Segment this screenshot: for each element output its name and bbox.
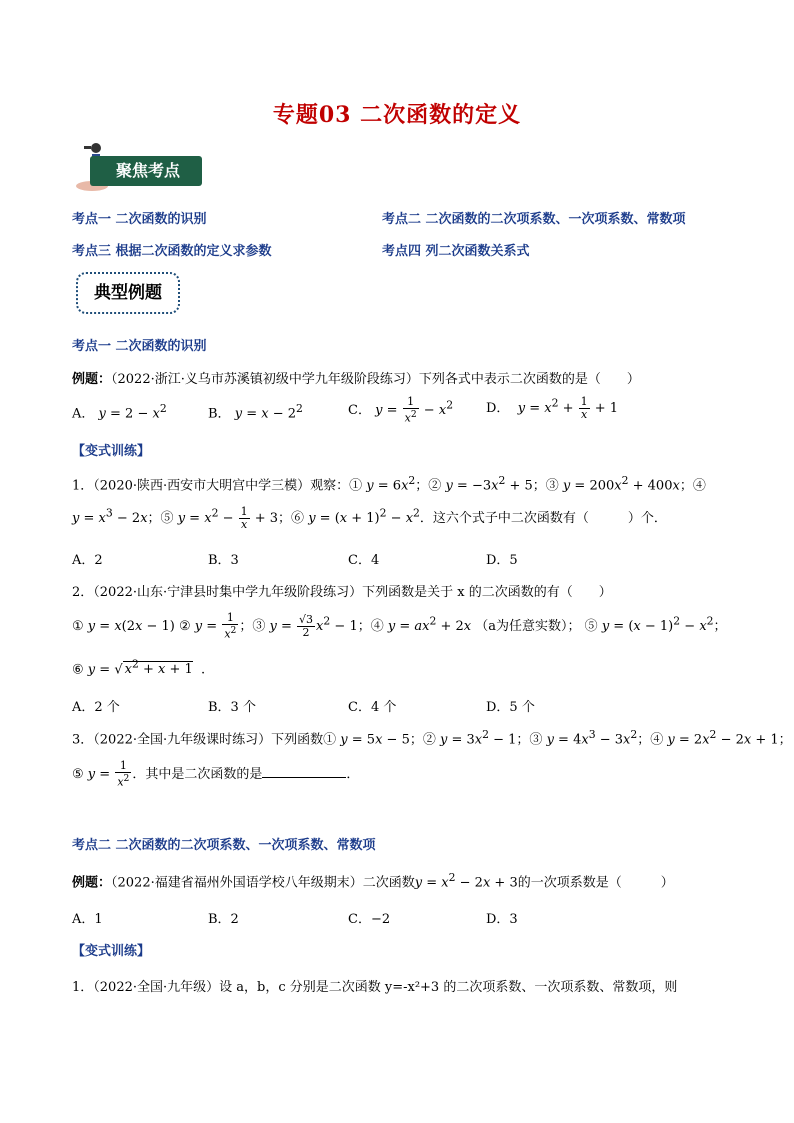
kaodian-1: 考点一 二次函数的识别 xyxy=(72,212,207,227)
kaodian-3: 考点三 根据二次函数的定义求参数 xyxy=(72,244,272,259)
section2-example: 例题：（2022·福建省福州外国语学校八年级期末）二次函数$y = x^2 - 2x + 3$的一次项系数是（ ） xyxy=(72,871,674,891)
section1-heading: 考点一 二次函数的识别 xyxy=(72,339,207,354)
kaodian-4: 考点四 列二次函数关系式 xyxy=(382,244,530,259)
s2-option-b: B．2 xyxy=(208,912,239,927)
focus-banner xyxy=(68,140,208,192)
section2-heading: 考点二 二次函数的二次项系数、一次项系数、常数项 xyxy=(72,838,376,853)
s1-q1-line2: $y = x^3 - 2x$；⑤ $y = x^2$ − $\frac{1}{x}$ + 3；⑥ $y = (x + 1)^2 - x^2$．这六个式子中二次函数有（ ）个． xyxy=(72,505,667,531)
s2-q1-text: 1．（2022·全国·九年级）设 a，b，c 分别是二次函数 y=-x²+3 的二次项系数、一次项系数、常数项，则 xyxy=(72,980,678,995)
s1-q1-line1: 1．（2020·陕西·西安市大明宫中学三模）观察：① $y = 6x^2$；② $y = -3x^2 + 5$；③ $y = 200x^2 + 400x$；④ xyxy=(72,474,706,494)
s1-q2-text: 2．（2022·山东·宁津县时集中学九年级阶段练习）下列函数是关于 x 的二次函数的有（ ） xyxy=(72,585,612,600)
s1-option-c: C． y = $\frac{1}{x^2}$ − $x^2$ xyxy=(348,395,454,425)
s2-option-d: D．3 xyxy=(486,912,518,927)
s1-bianshi-label: 【变式训练】 xyxy=(72,444,151,459)
s1-q2-option-b: B．3 个 xyxy=(208,700,256,715)
s1-q3-line2: ⑤ y = $\frac{1}{x^2}$ ．其中是二次函数的是 ． xyxy=(72,759,360,789)
s2-option-c: C．−2 xyxy=(348,912,391,927)
s1-q1-option-b: B．3 xyxy=(208,553,239,568)
s1-option-b: B． $y = x - 2^2$ xyxy=(208,402,303,422)
example-text: （2022·浙江·义乌市苏溪镇初级中学九年级阶段练习）下列各式中表示二次函数的是（ ） xyxy=(111,372,640,387)
focus-banner-label: 聚焦考点 xyxy=(90,156,202,186)
example-box: 典型例题 xyxy=(76,272,180,314)
answer-blank xyxy=(262,777,346,778)
s1-q1-option-a: A．2 xyxy=(72,553,103,568)
s1-option-a: A． $y = 2 - x^2$ xyxy=(72,402,167,422)
s2-option-a: A．1 xyxy=(72,912,103,927)
example-label: 例题： xyxy=(72,372,112,387)
section1-example xyxy=(72,368,640,387)
s2-bianshi-label: 【变式训练】 xyxy=(72,944,151,959)
s1-q2-option-a: A．2 个 xyxy=(72,700,120,715)
s1-q3-line1: 3．（2022·全国·九年级课时练习）下列函数① y = 5x − 5；② $y = 3x^2 - 1$；③ $y = 4x^3 - 3x^2$；④ $y = 2x^2 - 2x + 1$； xyxy=(72,728,792,748)
s1-q1-option-c: C．4 xyxy=(348,553,380,568)
s1-q2-option-c: C．4 个 xyxy=(348,700,397,715)
s1-q2-option-d: D．5 个 xyxy=(486,700,535,715)
s1-option-d: D． $y = x^2$ + $\frac{1}{x}$ + 1 xyxy=(486,395,619,421)
page-title: 专题03 二次函数的定义 xyxy=(272,102,522,128)
s1-q1-option-d: D．5 xyxy=(486,553,518,568)
kaodian-2: 考点二 二次函数的二次项系数、一次项系数、常数项 xyxy=(382,212,686,227)
s1-q2-line2: ⑥ y = √ $x^2 + x + 1$ . xyxy=(72,658,206,678)
s1-q2-line1: ① y = x(2x − 1) ② y = $\frac{1}{x^2}$ ；③ y = $\frac{√3}{2}$ $x^2 - 1$；④ $y = ax^2 + 2x$ （a为任意实数）； ⑤ $y = (x - 1)^2 - x^2$； xyxy=(72,611,727,641)
